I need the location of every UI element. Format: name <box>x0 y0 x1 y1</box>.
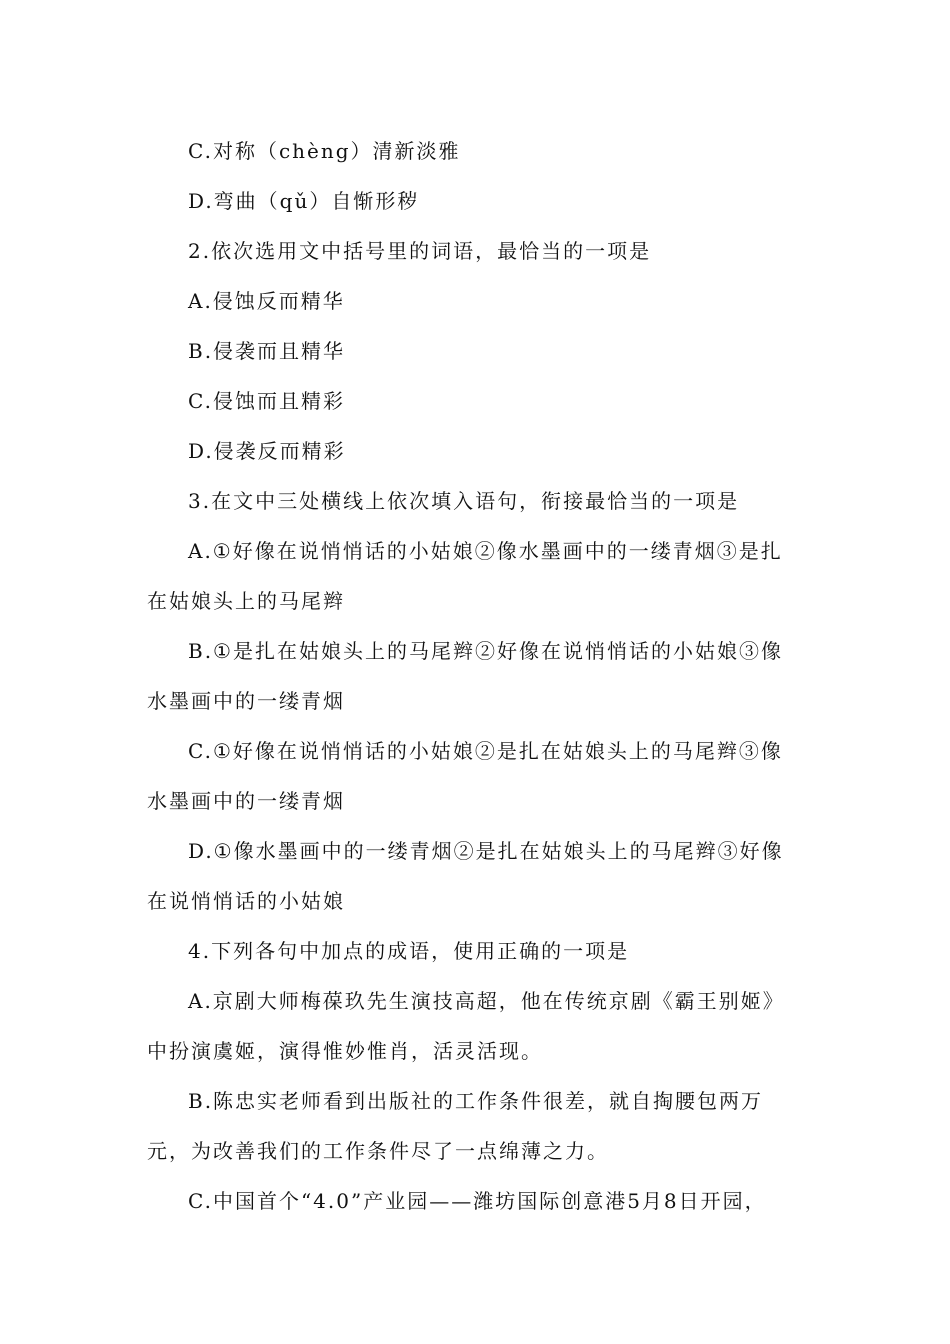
question-3-option-d: D.①像水墨画中的一缕青烟②是扎在姑娘头上的马尾辫③好像 <box>188 839 784 863</box>
question-4-stem: 4.下列各句中加点的成语，使用正确的一项是 <box>188 939 630 963</box>
question-4-option-c: C.中国首个“4.0”产业园——潍坊国际创意港5月8日开园， <box>188 1189 767 1213</box>
question-4-option-b: B.陈忠实老师看到出版社的工作条件很差，就自掏腰包两万 <box>188 1089 764 1113</box>
question-3-option-b-cont: 水墨画中的一缕青烟 <box>147 689 345 713</box>
question-4-option-a: A.京剧大师梅葆玖先生演技高超，他在传统京剧《霸王别姬》 <box>188 989 785 1013</box>
question-2-option-b: B.侵袭而且精华 <box>188 339 346 363</box>
question-3-option-a-cont: 在姑娘头上的马尾辫 <box>147 589 345 613</box>
question-3-option-a: A.①好像在说悄悄话的小姑娘②像水墨画中的一缕青烟③是扎 <box>188 539 783 563</box>
question-2-option-d: D.侵袭反而精彩 <box>188 439 346 463</box>
question-3-option-c-cont: 水墨画中的一缕青烟 <box>147 789 345 813</box>
question-3-option-c: C.①好像在说悄悄话的小姑娘②是扎在姑娘头上的马尾辫③像 <box>188 739 783 763</box>
question-3-option-b: B.①是扎在姑娘头上的马尾辫②好像在说悄悄话的小姑娘③像 <box>188 639 783 663</box>
question-4-option-a-cont: 中扮演虞姬，演得惟妙惟肖，活灵活现。 <box>147 1039 543 1063</box>
question-2-stem: 2.依次选用文中括号里的词语，最恰当的一项是 <box>188 239 652 263</box>
option-d-pronunciation: D.弯曲（qǔ）自惭形秽 <box>188 189 420 213</box>
question-3-option-d-cont: 在说悄悄话的小姑娘 <box>147 889 345 913</box>
question-4-option-b-cont: 元，为改善我们的工作条件尽了一点绵薄之力。 <box>147 1139 609 1163</box>
option-c-pronunciation: C.对称（chèng）清新淡雅 <box>188 139 461 163</box>
question-3-stem: 3.在文中三处横线上依次填入语句，衔接最恰当的一项是 <box>188 489 740 513</box>
question-2-option-c: C.侵蚀而且精彩 <box>188 389 345 413</box>
question-2-option-a: A.侵蚀反而精华 <box>188 289 345 313</box>
